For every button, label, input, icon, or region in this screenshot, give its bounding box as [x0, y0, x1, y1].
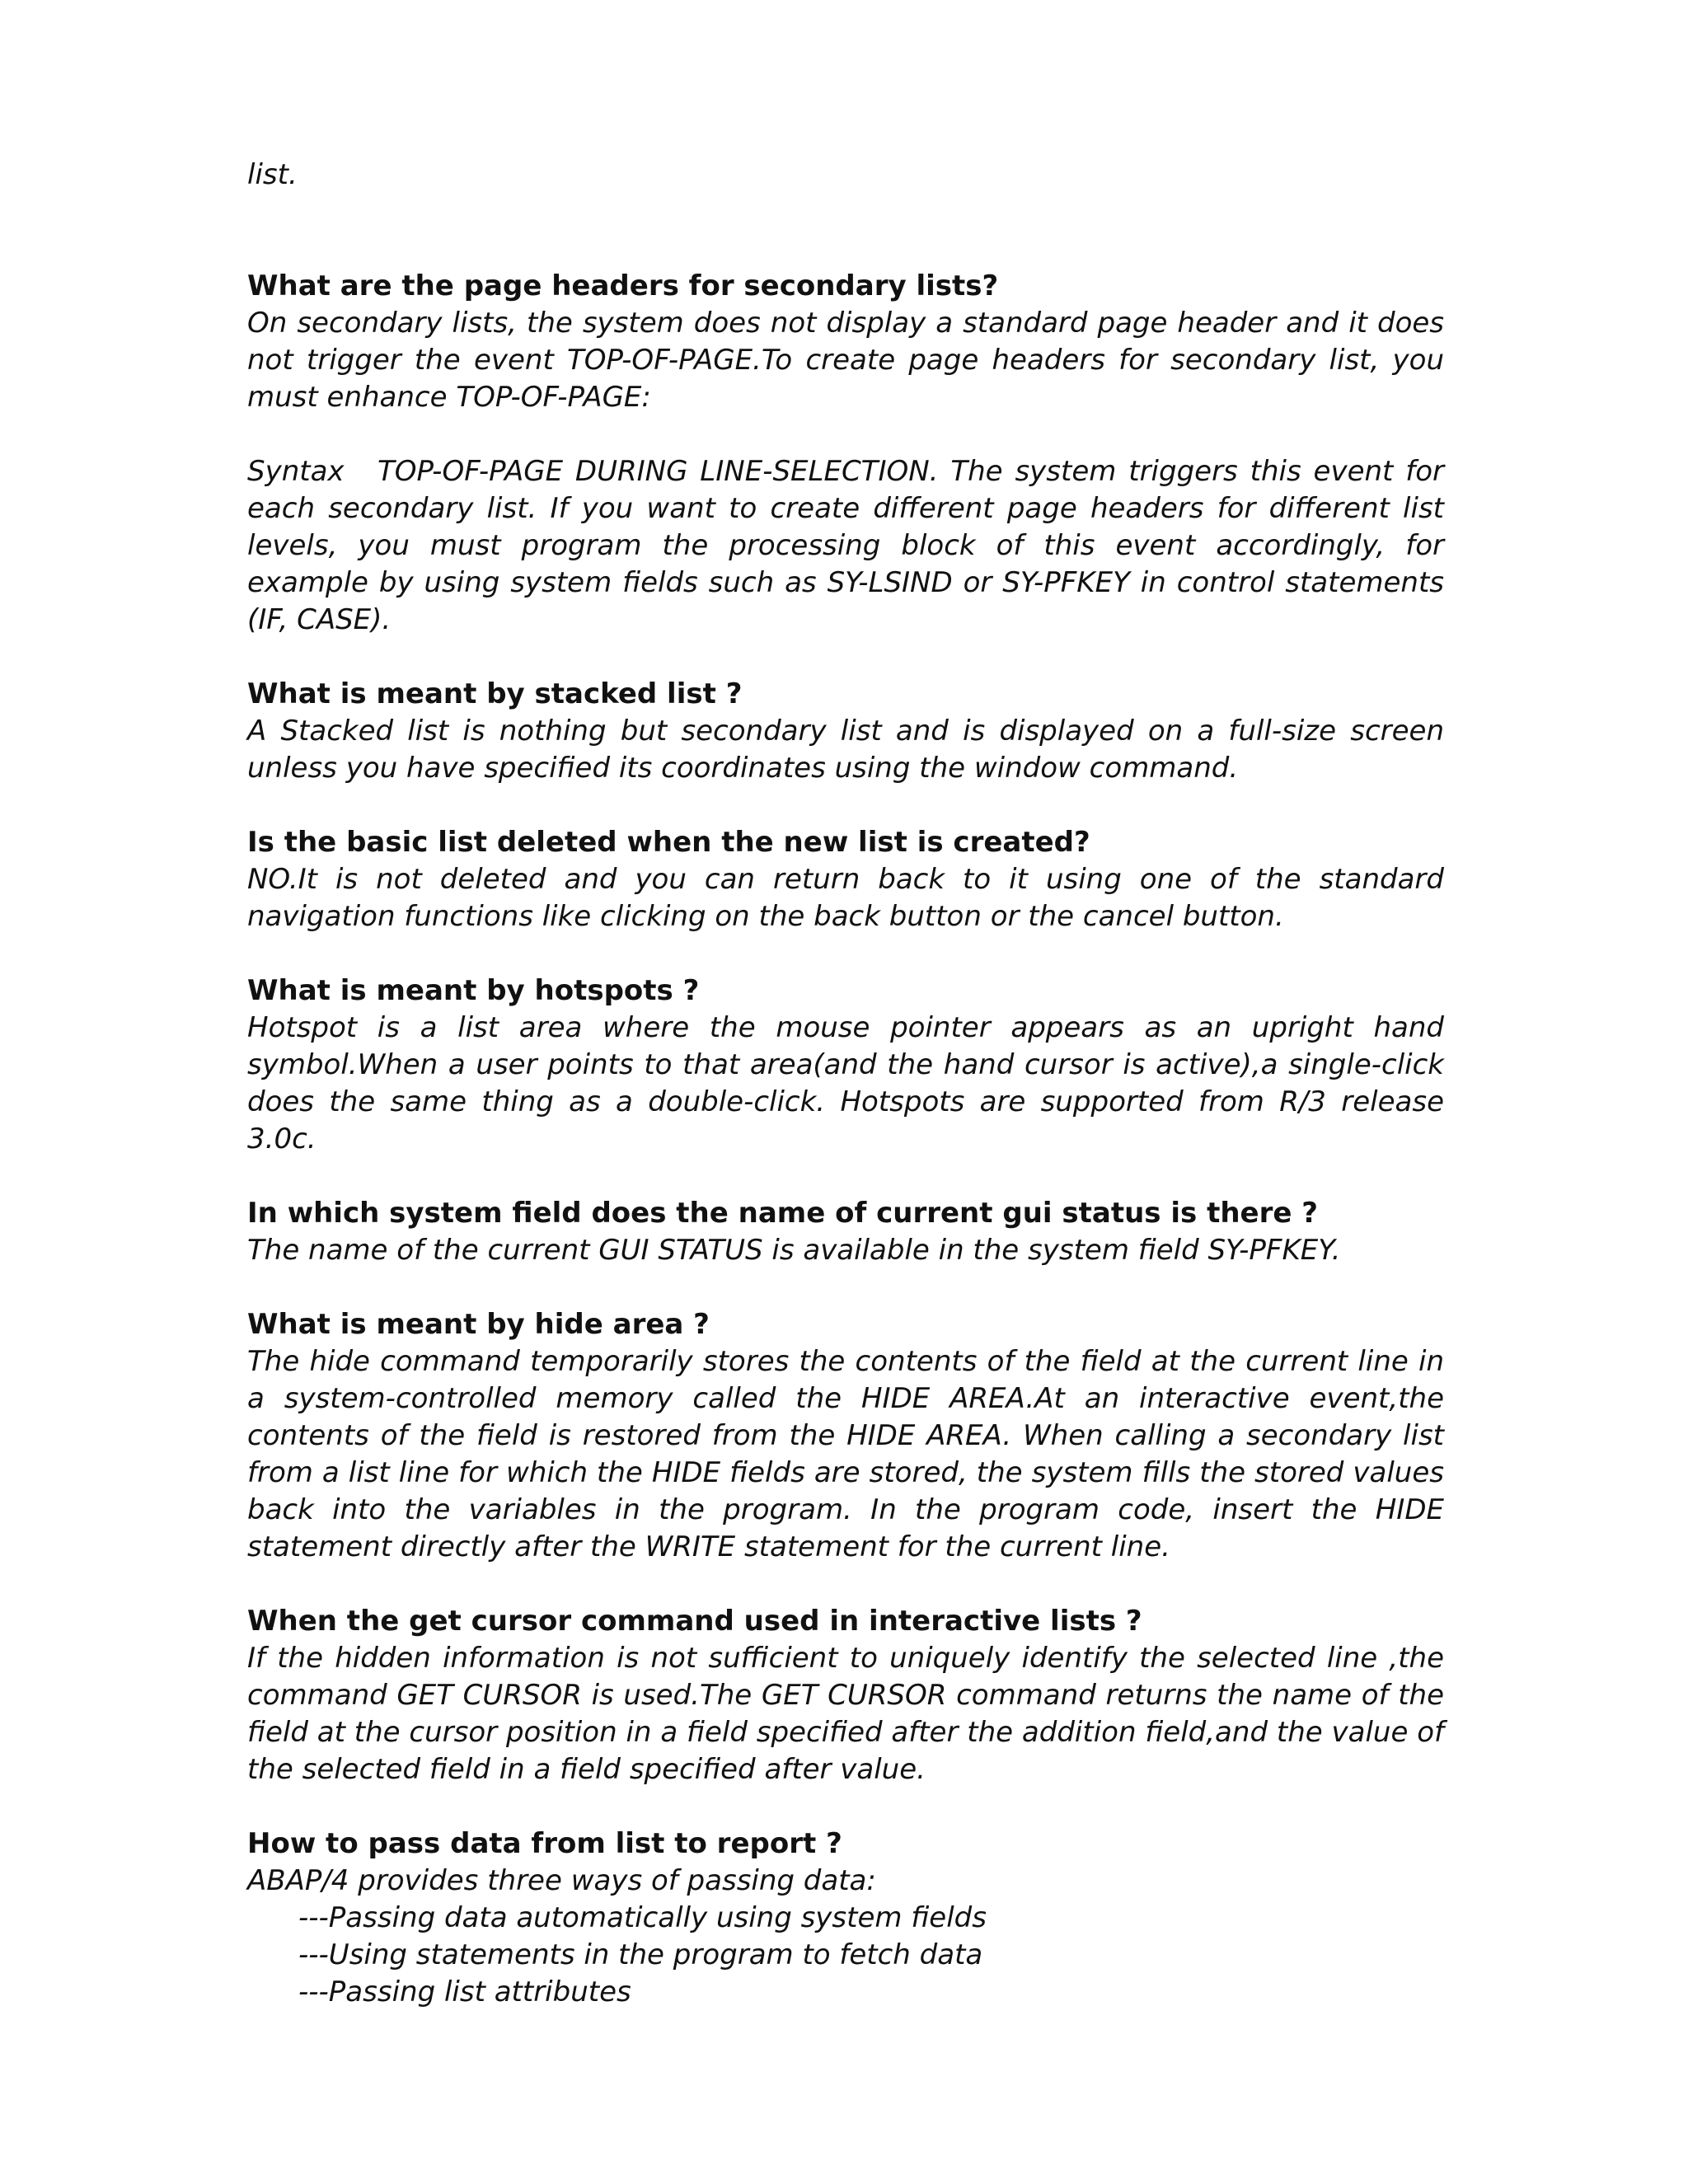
answer: Hotspot is a list area where the mouse pointer appears as an upright hand symbol.When a user points to that area(and the hand cursor is active),a single-click does the same thing as a double-click. Hotspots are supported from R/3 release 3.0c.	[247, 1011, 1444, 1155]
qa-hide-area	[247, 1306, 1444, 1566]
pass-data-list	[247, 1900, 1444, 2011]
qa-hotspots	[247, 972, 1444, 1158]
question: How to pass data from list to report ?	[247, 1827, 842, 1860]
answer: If the hidden information is not sufficient to uniquely identify the selected line ,the command GET CURSOR is used.The GET CURSOR command returns the name of the field at the cursor position in a field specified after the addition field,and the value of the selected field in a field specified after value.	[247, 1642, 1444, 1786]
qa-pass-data	[247, 1825, 1444, 2011]
question: In which system field does the name of current gui status is there ?	[247, 1197, 1318, 1230]
question: When the get cursor command used in interactive lists ?	[247, 1605, 1142, 1638]
question: What is meant by stacked list ?	[247, 677, 743, 710]
answer: ABAP/4 provides three ways of passing data:	[247, 1864, 876, 1897]
qa-stacked-list	[247, 676, 1444, 787]
answer: NO.It is not deleted and you can return back to it using one of the standard navigation functions like clicking on the back button or the cancel button.	[247, 863, 1444, 933]
document-content	[247, 157, 1444, 2011]
question: What is meant by hide area ?	[247, 1308, 710, 1341]
answer: On secondary lists, the system does not display a standard page header and it does not trigger the event TOP-OF-PAGE.To create page headers for secondary list, you must enhance TOP-OF-PAGE:	[247, 307, 1444, 414]
question: What are the page headers for secondary lists?	[247, 269, 999, 302]
syntax-label: Syntax	[247, 455, 345, 488]
answer: The hide command temporarily stores the contents of the field at the current line in a system-controlled memory called the HIDE AREA.At an interactive event,the contents of the field is restored from the HIDE AREA. When calling a secondary list from a list line for which the HIDE fields are stored, the system fills the stored values back into the variables in the program. In the program code, insert the HIDE statement directly after the WRITE statement for the current line.	[247, 1345, 1444, 1563]
qa-basic-list-deleted	[247, 824, 1444, 935]
syntax-text: TOP-OF-PAGE DURING LINE-SELECTION. The system triggers this event for each secondary list. If you want to create different page headers for different list levels, you must program the processing block of this event accordingly, for example by using system fields such as SY-LSIND or SY-PFKEY in control statements (IF, CASE).	[247, 455, 1444, 636]
lead-fragment: list.	[247, 158, 298, 191]
syntax-paragraph	[247, 453, 1444, 639]
list-item: ---Using statements in the program to fetch data	[298, 1938, 983, 1971]
question: What is meant by hotspots ?	[247, 974, 700, 1007]
list-item: ---Passing list attributes	[298, 1975, 631, 2008]
question: Is the basic list deleted when the new list is created?	[247, 826, 1090, 859]
answer: A Stacked list is nothing but secondary list and is displayed on a full-size screen unless you have specified its coordinates using the window command.	[247, 715, 1444, 785]
qa-secondary-page-headers	[247, 268, 1444, 639]
list-item: ---Passing data automatically using system fields	[298, 1901, 987, 1934]
qa-get-cursor	[247, 1603, 1444, 1788]
answer: The name of the current GUI STATUS is available in the system field SY-PFKEY.	[247, 1234, 1341, 1267]
qa-gui-status-field	[247, 1195, 1444, 1269]
